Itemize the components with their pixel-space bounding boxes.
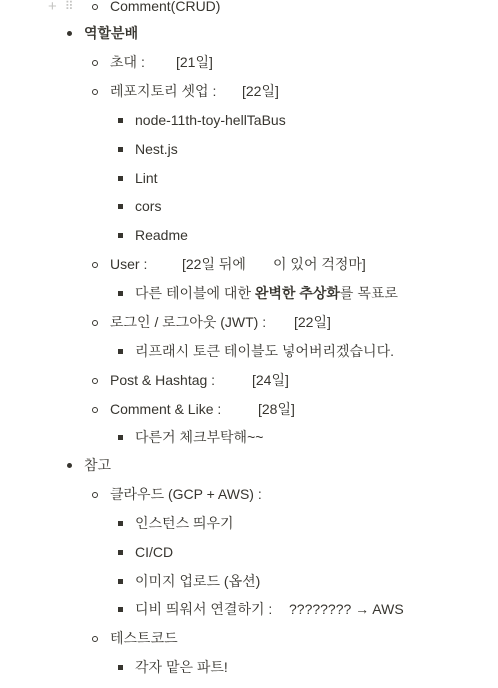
- list-item: [0, 79, 498, 103]
- item-date: [28일]: [258, 401, 295, 417]
- list-item: [0, 655, 498, 679]
- list-item: [0, 339, 498, 363]
- list-item: [0, 50, 498, 74]
- text-segment: 를 목표로: [339, 285, 398, 301]
- item-label: 디비 띄워서 연결하기 :: [135, 601, 273, 617]
- square-bullet-icon: [118, 521, 123, 526]
- item-text: [135, 283, 398, 303]
- item-label: User :: [110, 256, 148, 272]
- circle-bullet-icon: [92, 262, 98, 268]
- text-segment: 다른 테이블에 대한: [135, 285, 251, 301]
- item-label: 초대 :: [110, 54, 145, 70]
- list-item: [0, 397, 498, 421]
- item-note: ???????? → AWS: [289, 601, 404, 617]
- drag-handle-icon[interactable]: ⠿: [64, 0, 74, 13]
- item-text: Comment(CRUD): [110, 0, 221, 14]
- list-item: [0, 0, 498, 18]
- item-label: 레포지토리 셋업 :: [110, 83, 217, 99]
- list-item: [0, 511, 498, 535]
- item-date: [22일]: [242, 83, 279, 99]
- circle-bullet-icon: [92, 89, 98, 95]
- list-item: [0, 223, 498, 247]
- square-bullet-icon: [118, 665, 123, 670]
- list-item: [0, 453, 498, 477]
- item-date: [22일 뒤에: [182, 256, 246, 272]
- item-text: Readme: [135, 227, 188, 243]
- item-text: node-11th-toy-hellTaBus: [135, 112, 286, 128]
- item-text: 각자 맡은 파트!: [135, 659, 228, 675]
- item-text: Lint: [135, 170, 158, 186]
- square-bullet-icon: [118, 147, 123, 152]
- item-text: 다른거 체크부탁해~~: [135, 429, 264, 445]
- circle-bullet-icon: [92, 320, 98, 326]
- item-date: [24일]: [252, 372, 289, 388]
- disc-bullet-icon: [67, 31, 72, 36]
- section-heading: 역할분배: [84, 25, 139, 41]
- list-item: [0, 425, 498, 449]
- section-heading: 참고: [84, 457, 112, 473]
- item-text: cors: [135, 198, 162, 214]
- list-item: [0, 281, 498, 305]
- square-bullet-icon: [118, 291, 123, 296]
- list-item: [0, 137, 498, 161]
- list-item: [0, 166, 498, 190]
- list-item: [0, 368, 498, 392]
- list-item: [0, 310, 498, 334]
- square-bullet-icon: [118, 118, 123, 123]
- square-bullet-icon: [118, 607, 123, 612]
- item-text: CI/CD: [135, 544, 174, 560]
- list-item: [0, 108, 498, 132]
- circle-bullet-icon: [92, 636, 98, 642]
- square-bullet-icon: [118, 550, 123, 555]
- item-text: 리프래시 토큰 테이블도 넣어버리겠습니다.: [135, 343, 394, 359]
- bold-text: 완벽한 추상화: [254, 285, 340, 301]
- list-item: [0, 540, 498, 564]
- square-bullet-icon: [118, 435, 123, 440]
- item-date: [21일]: [176, 54, 213, 70]
- list-item: [0, 21, 498, 45]
- item-text: 인스턴스 띄우기: [135, 515, 234, 531]
- item-text: Nest.js: [135, 141, 178, 157]
- item-note: 이 있어 걱정마]: [273, 256, 366, 272]
- item-label: Comment & Like :: [110, 401, 222, 417]
- item-label: 로그인 / 로그아웃 (JWT) :: [110, 314, 267, 330]
- list-item: [0, 482, 498, 506]
- circle-bullet-icon: [92, 378, 98, 384]
- block-handle[interactable]: [48, 0, 74, 13]
- list-item: [0, 569, 498, 593]
- circle-bullet-icon: [92, 407, 98, 413]
- item-text: 테스트코드: [110, 630, 178, 646]
- square-bullet-icon: [118, 349, 123, 354]
- item-text: 클라우드 (GCP + AWS) :: [110, 486, 262, 502]
- square-bullet-icon: [118, 579, 123, 584]
- list-item: [0, 597, 498, 621]
- plus-icon[interactable]: +: [48, 0, 57, 15]
- list-item: [0, 194, 498, 218]
- square-bullet-icon: [118, 176, 123, 181]
- item-text: 이미지 업로드 (옵션): [135, 573, 261, 589]
- square-bullet-icon: [118, 204, 123, 209]
- item-date: [22일]: [294, 314, 331, 330]
- circle-bullet-icon: [92, 492, 98, 498]
- item-label: Post & Hashtag :: [110, 372, 216, 388]
- list-item: [0, 626, 498, 650]
- list-item: [0, 252, 498, 276]
- disc-bullet-icon: [67, 463, 72, 468]
- square-bullet-icon: [118, 233, 123, 238]
- circle-bullet-icon: [92, 4, 98, 10]
- circle-bullet-icon: [92, 60, 98, 66]
